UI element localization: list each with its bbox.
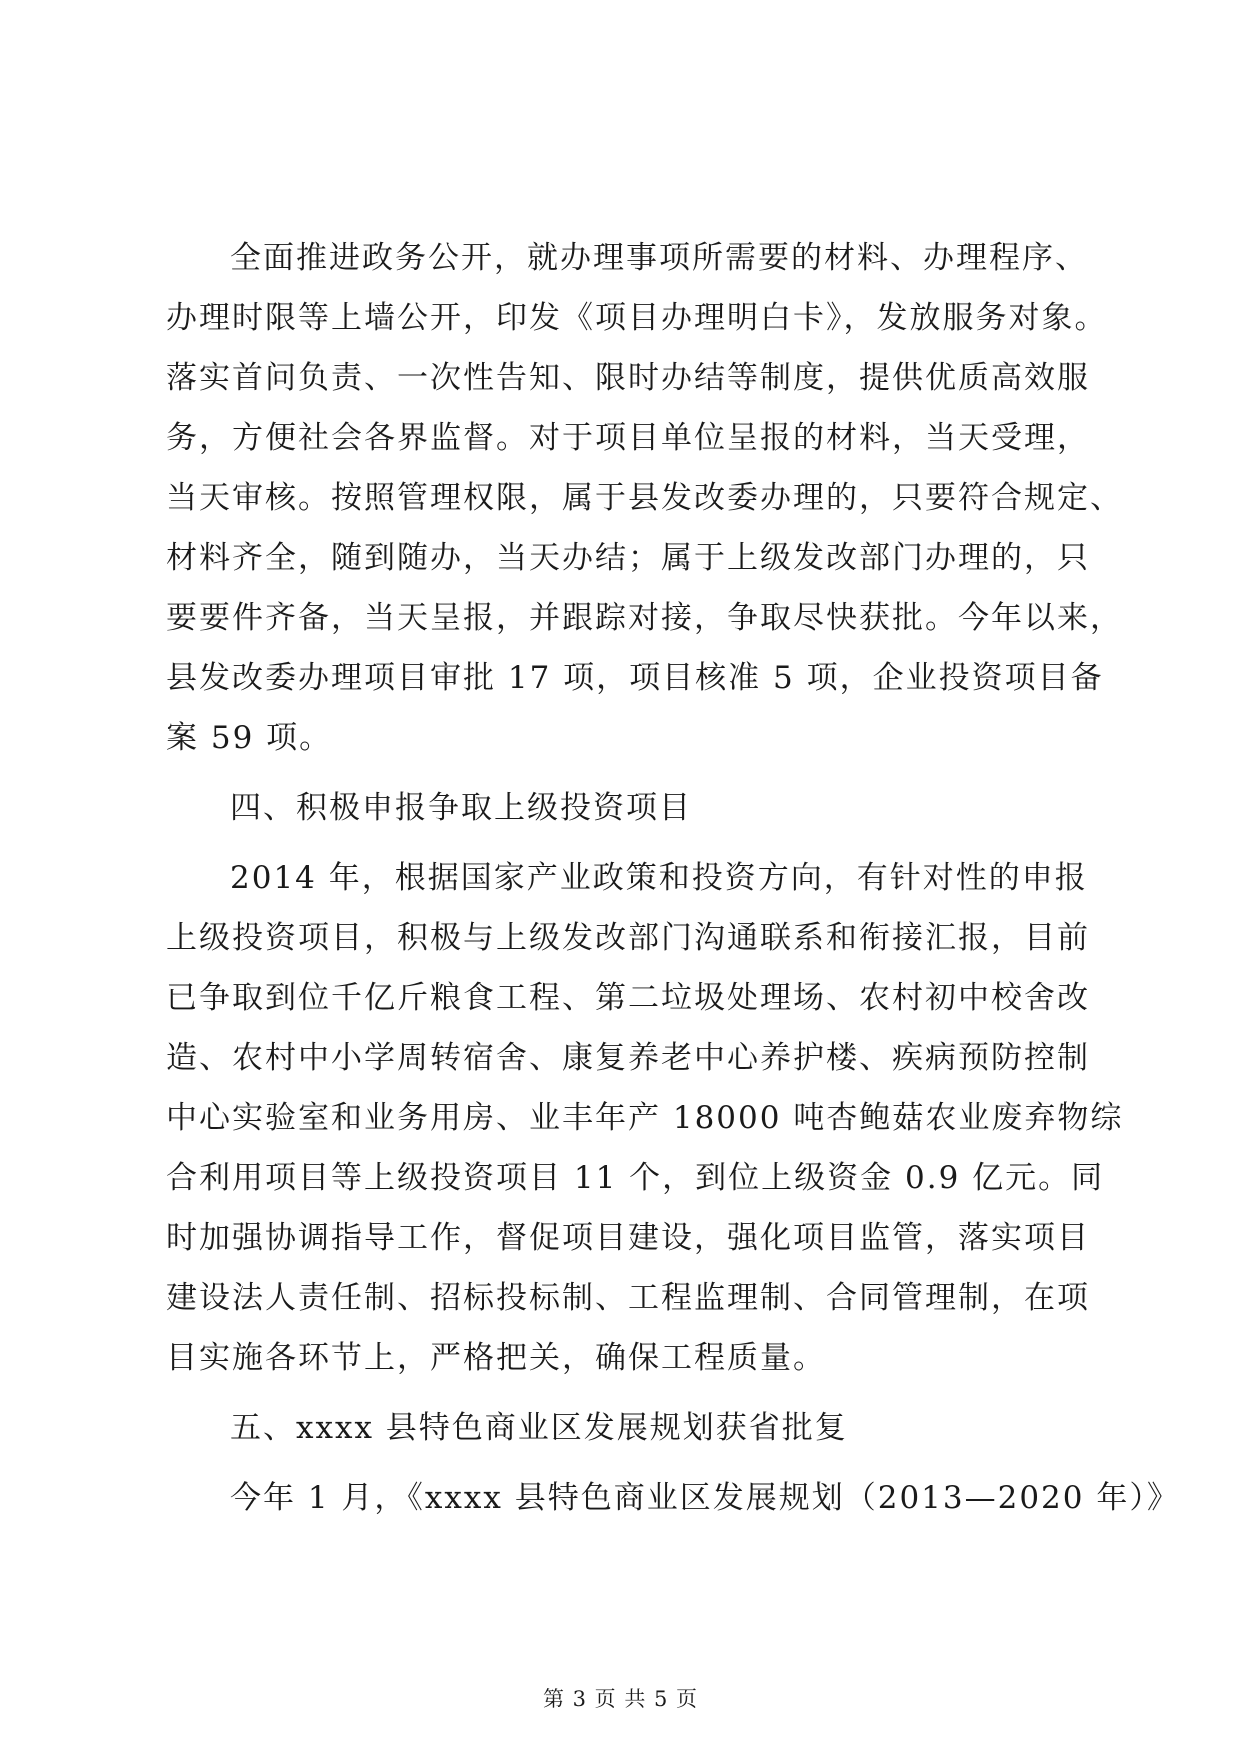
- paragraph-line: 全面推进政务公开，就办理事项所需要的材料、办理程序、: [230, 240, 1088, 276]
- paragraph-line: 办理时限等上墙公开，印发《项目办理明白卡》，发放服务对象。: [166, 300, 1108, 336]
- paragraph-line: 建设法人责任制、招标投标制、工程监理制、合同管理制，在项: [166, 1280, 1090, 1316]
- paragraph-line: 材料齐全，随到随办，当天办结；属于上级发改部门办理的，只: [166, 540, 1090, 576]
- paragraph-line: 合利用项目等上级投资项目 11 个，到位上级资金 0.9 亿元。同: [166, 1160, 1105, 1196]
- paragraph-line: 落实首问负责、一次性告知、限时办结等制度，提供优质高效服: [166, 360, 1090, 396]
- paragraph-line: 上级投资项目，积极与上级发改部门沟通联系和衔接汇报，目前: [166, 920, 1090, 956]
- paragraph-line: 造、农村中小学周转宿舍、康复养老中心养护楼、疾病预防控制: [166, 1040, 1090, 1076]
- paragraph-line: 已争取到位千亿斤粮食工程、第二垃圾处理场、农村初中校舍改: [166, 980, 1090, 1016]
- paragraph-line: 中心实验室和业务用房、业丰年产 18000 吨杏鲍菇农业废弃物综: [166, 1100, 1124, 1136]
- paragraph-line: 目实施各环节上，严格把关，确保工程质量。: [166, 1340, 826, 1376]
- section-heading: 四、积极申报争取上级投资项目: [230, 790, 692, 826]
- paragraph-line: 案 59 项。: [166, 720, 333, 756]
- paragraph-line: 今年 1 月，《xxxx 县特色商业区发展规划（2013—2020 年）》: [230, 1480, 1180, 1516]
- paragraph-line: 时加强协调指导工作，督促项目建设，强化项目监管，落实项目: [166, 1220, 1090, 1256]
- paragraph-line: 2014 年，根据国家产业政策和投资方向，有针对性的申报: [230, 860, 1088, 896]
- section-heading: 五、xxxx 县特色商业区发展规划获省批复: [230, 1410, 848, 1446]
- paragraph-line: 要要件齐备，当天呈报，并跟踪对接，争取尽快获批。今年以来，: [166, 600, 1123, 636]
- page-number-footer: 第 3 页 共 5 页: [542, 1687, 699, 1711]
- paragraph-line: 县发改委办理项目审批 17 项，项目核准 5 项，企业投资项目备: [166, 660, 1104, 696]
- paragraph-line: 当天审核。按照管理权限，属于县发改委办理的，只要符合规定、: [166, 480, 1123, 516]
- paragraph-line: 务，方便社会各界监督。对于项目单位呈报的材料，当天受理，: [166, 420, 1090, 456]
